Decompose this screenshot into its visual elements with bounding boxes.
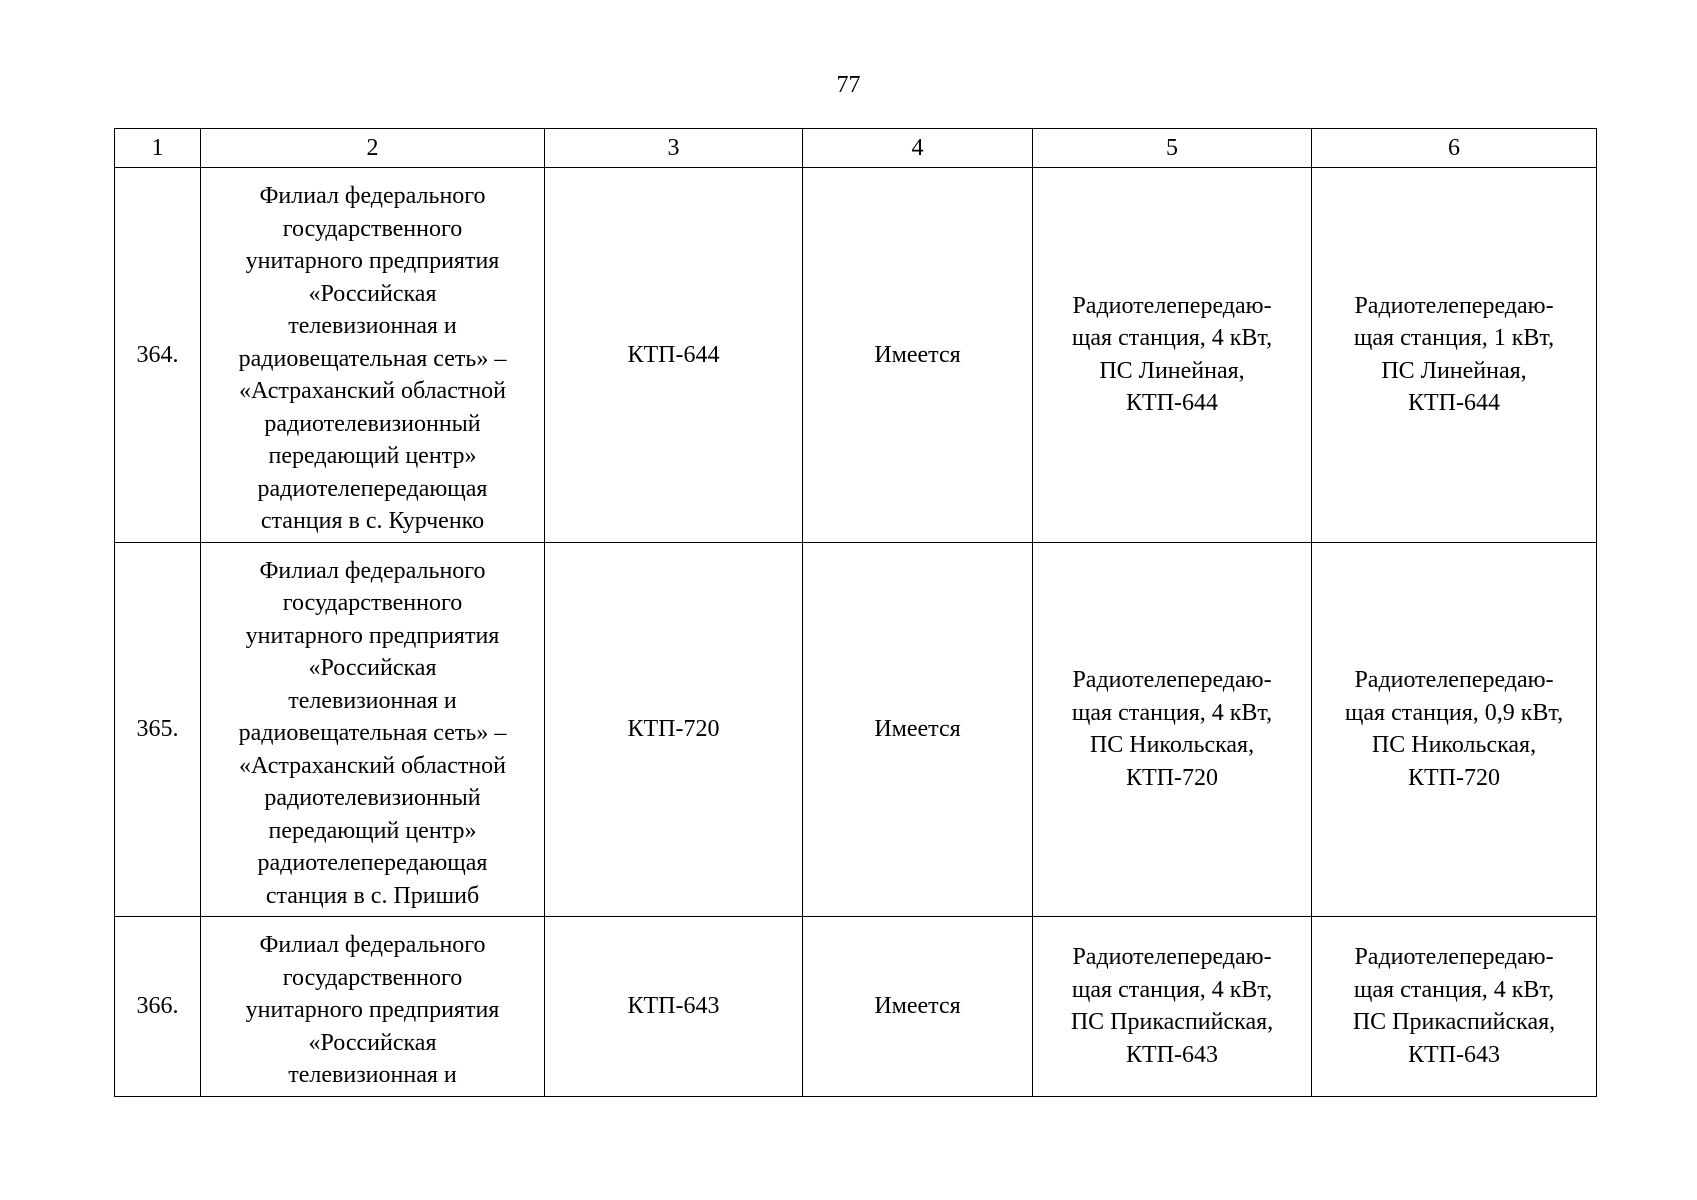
ktp-cell: КТП-643 — [545, 917, 803, 1097]
column-5-cell: Радиотелепередаю- щая станция, 4 кВт, ПС Никольская, КТП-720 — [1033, 542, 1312, 917]
column-5-cell: Радиотелепередаю- щая станция, 4 кВт, ПС Прикаспийская, КТП-643 — [1033, 917, 1312, 1097]
ktp-cell: КТП-644 — [545, 168, 803, 543]
column-header-3: 3 — [545, 129, 803, 168]
table-row — [115, 542, 1597, 917]
ktp-cell: КТП-720 — [545, 542, 803, 917]
column-header-2: 2 — [201, 129, 545, 168]
column-6-cell: Радиотелепередаю- щая станция, 1 кВт, ПС Линейная, КТП-644 — [1312, 168, 1597, 543]
data-table — [114, 128, 1597, 1097]
column-header-6: 6 — [1312, 129, 1597, 168]
header-row — [115, 129, 1597, 168]
page-number: 77 — [836, 72, 861, 98]
column-header-1: 1 — [115, 129, 201, 168]
table-row — [115, 917, 1597, 1097]
column-6-cell: Радиотелепередаю- щая станция, 4 кВт, ПС Прикаспийская, КТП-643 — [1312, 917, 1597, 1097]
column-header-5: 5 — [1033, 129, 1312, 168]
organization-cell: Филиал федерального государственного унитарного предприятия «Российская телевизионная и радиовещательная сеть» – «Астраханский областной радиотелевизионный передающий центр» радиотелепередающая станция в с. Пришиб — [201, 542, 545, 917]
status-cell: Имеется — [803, 168, 1033, 543]
organization-cell: Филиал федерального государственного унитарного предприятия «Российская телевизионная и радиовещательная сеть» – «Астраханский областной радиотелевизионный передающий центр» радиотелепередающая станция в с. Курченко — [201, 168, 545, 543]
column-6-cell: Радиотелепередаю- щая станция, 0,9 кВт, ПС Никольская, КТП-720 — [1312, 542, 1597, 917]
table-row — [115, 168, 1597, 543]
status-cell: Имеется — [803, 917, 1033, 1097]
row-number: 365. — [115, 542, 201, 917]
row-number: 366. — [115, 917, 201, 1097]
organization-cell: Филиал федерального государственного унитарного предприятия «Российская телевизионная и — [201, 917, 545, 1097]
column-5-cell: Радиотелепередаю- щая станция, 4 кВт, ПС Линейная, КТП-644 — [1033, 168, 1312, 543]
row-number: 364. — [115, 168, 201, 543]
status-cell: Имеется — [803, 542, 1033, 917]
column-header-4: 4 — [803, 129, 1033, 168]
